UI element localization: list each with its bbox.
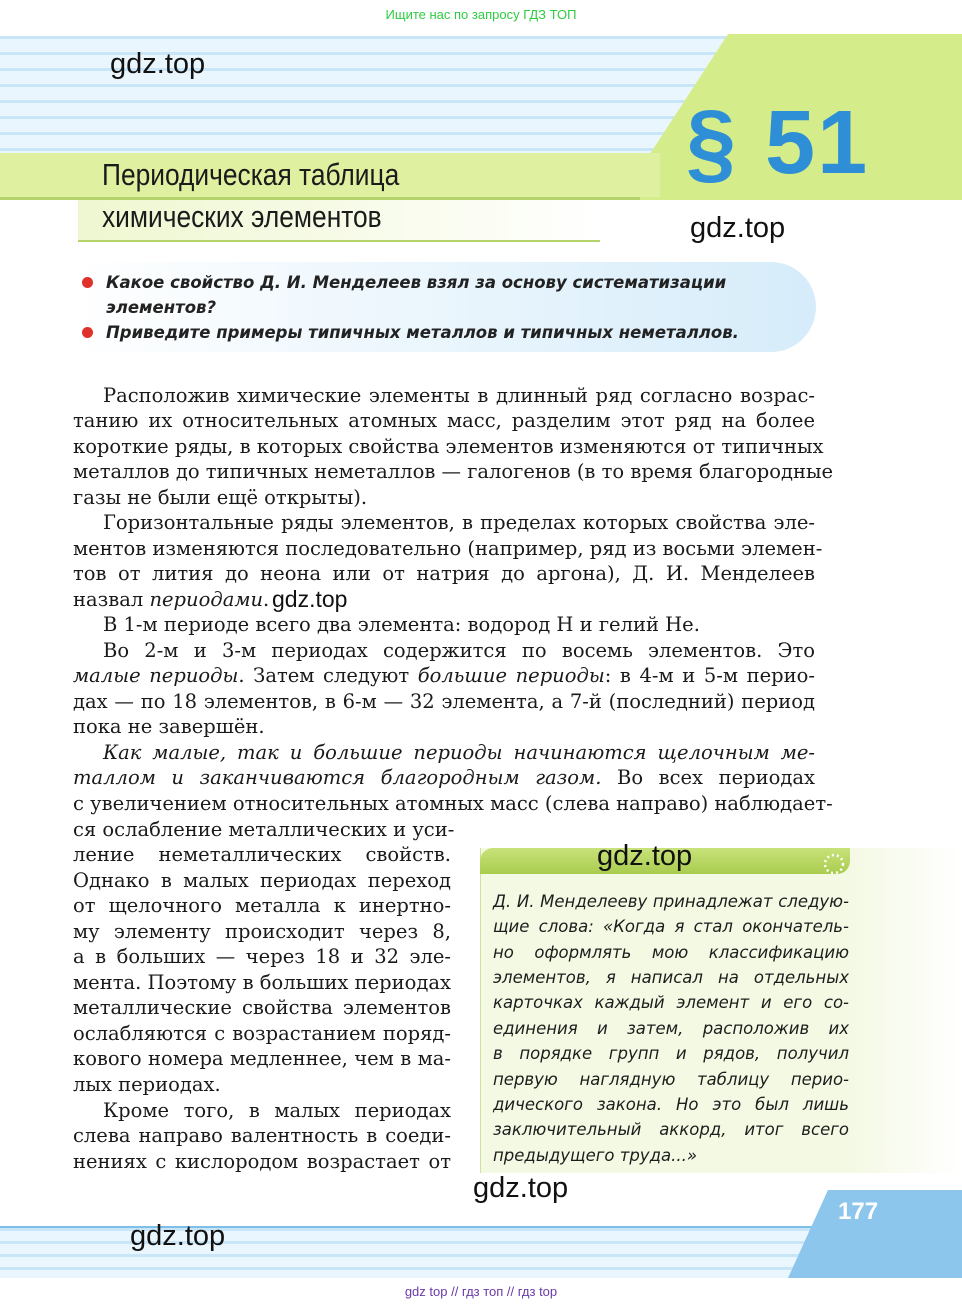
watermark: gdz.top xyxy=(130,1220,226,1252)
quote-line: Д. И. Менделееву принадлежат следую- xyxy=(493,892,849,911)
body-line: танию их относительных атомных масс, разделим этот ряд на более xyxy=(73,409,815,432)
body-line: Кроме того, в малых периодах xyxy=(103,1099,451,1122)
quote-box-fade xyxy=(850,848,962,1173)
quote-line: карточках каждый элемент и его со- xyxy=(493,993,849,1012)
quote-line: первую наглядную таблицу перио- xyxy=(493,1070,849,1089)
quote-line: предыдущего труда...» xyxy=(493,1146,698,1165)
quote-line: заключительный аккорд, итог всего xyxy=(493,1120,849,1139)
quote-line: дического закона. Но это был лишь xyxy=(493,1095,849,1114)
body-line: с увеличением относительных атомных масс (слева направо) наблюдает- xyxy=(73,792,833,815)
body-line: малые периоды. Затем следуют большие периоды: в 4-м и 5-м перио- xyxy=(73,664,815,687)
body-line: ослабляются с возрастанием поряд- xyxy=(73,1022,451,1045)
body-line: металлические свойства элементов xyxy=(73,996,451,1019)
body-line: ление неметаллических свойств. xyxy=(73,843,451,866)
bottom-links[interactable]: gdz top // гдз топ // гдз top xyxy=(404,1284,558,1299)
quote-line: единения и затем, расположив их xyxy=(493,1019,849,1038)
page-title-line1: Периодическая таблица xyxy=(102,157,400,192)
body-line: слева направо валентность в соеди- xyxy=(73,1124,451,1147)
body-line: короткие ряды, в которых свойства элементов изменяются от типичных xyxy=(73,435,824,458)
watermark: gdz.top xyxy=(272,586,348,612)
paragraph-number: § 51 xyxy=(686,93,870,193)
body-line: пока не завершён. xyxy=(73,715,265,738)
watermark: gdz.top xyxy=(473,1172,569,1204)
question-item: Какое свойство Д. И. Менделеев взял за основу систематизации элементов? xyxy=(106,270,726,320)
page-title-line2: химических элементов xyxy=(102,199,382,234)
body-line: Как малые, так и большие периоды начинаются щелочным ме- xyxy=(103,741,815,764)
body-line: металлов до типичных неметаллов — галогенов (в то время благородные xyxy=(73,460,834,483)
body-line: В 1-м периоде всего два элемента: водород H и гелий He. xyxy=(103,613,700,636)
body-line: от щелочного металла к инертно- xyxy=(73,894,451,917)
question-item: Приведите примеры типичных металлов и типичных неметаллов. xyxy=(106,320,739,345)
body-line: ся ослабление металлических и уси- xyxy=(73,818,455,841)
bullet-icon xyxy=(82,277,93,288)
body-line: Однако в малых периодах переход xyxy=(73,869,451,892)
watermark: gdz.top xyxy=(597,840,693,872)
body-line: му элементу происходит через 8, xyxy=(73,920,451,943)
quote-line: щие слова: «Когда я стал окончатель- xyxy=(493,917,849,936)
dotted-circle-icon xyxy=(822,852,846,876)
body-line: Горизонтальные ряды элементов, в пределах которых свойства эле- xyxy=(103,511,815,534)
bullet-icon xyxy=(82,327,93,338)
search-hint: Ищите нас по запросу ГДЗ ТОП xyxy=(385,7,577,22)
watermark: gdz.top xyxy=(110,48,206,80)
body-line: тов от лития до неона или от натрия до аргона), Д. И. Менделеев xyxy=(73,562,815,585)
body-line: таллом и заканчиваются благородным газом. Во всех периодах xyxy=(73,766,815,789)
body-line: лых периодах. xyxy=(73,1073,221,1096)
body-line: Расположив химические элементы в длинный ряд согласно возрас- xyxy=(103,384,815,407)
body-line: Во 2-м и 3-м периодах содержится по восемь элементов. Это xyxy=(103,639,815,662)
body-line: нениях с кислородом возрастает от xyxy=(73,1150,451,1173)
body-line: назвал периодами. xyxy=(73,588,270,611)
body-line: мента. Поэтому в больших периодах xyxy=(73,971,451,994)
quote-line: элементов, я написал на отдельных xyxy=(493,968,849,987)
body-line: кового номера медленнее, чем в ма- xyxy=(73,1047,451,1070)
body-line: а в больших — через 18 и 32 эле- xyxy=(73,945,451,968)
quote-line: в порядке групп и рядов, получил xyxy=(493,1044,849,1063)
page-number: 177 xyxy=(838,1198,879,1225)
watermark: gdz.top xyxy=(690,212,786,244)
body-line: дах — по 18 элементов, в 6-м — 32 элемента, а 7-й (последний) период xyxy=(73,690,815,713)
body-line: ментов изменяются последовательно (например, ряд из восьми элемен- xyxy=(73,537,823,560)
body-line: газы не были ещё открыты). xyxy=(73,486,368,509)
quote-line: но оформлять мою классификацию xyxy=(493,943,849,962)
